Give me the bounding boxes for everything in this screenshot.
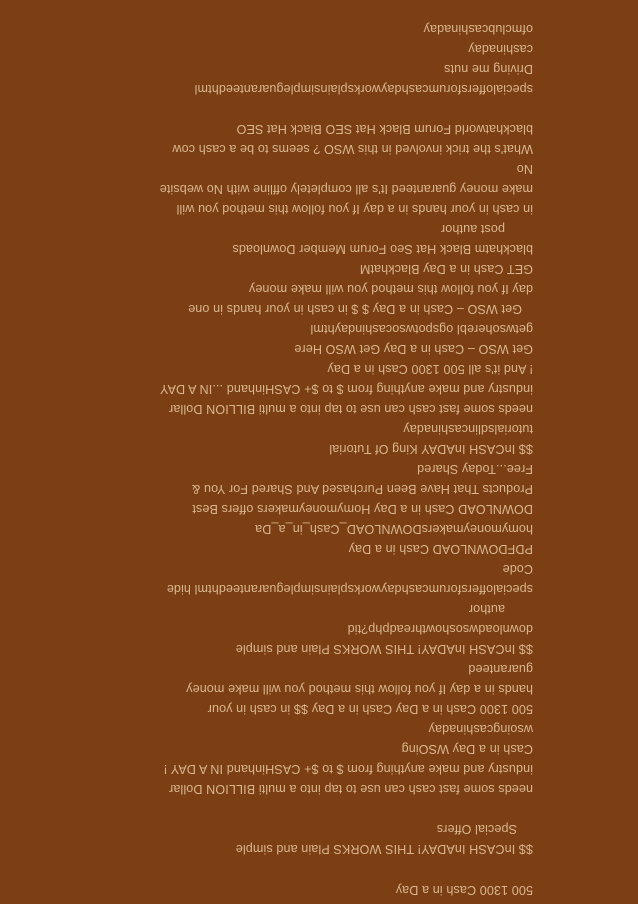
- text-line: hands in a day If you follow this method you will make money: [186, 682, 533, 696]
- text-line: downloadwsoshowthreadphp?tid: [347, 622, 533, 636]
- text-line: What's the trick involved in this WSO ? seems to be a cash cow: [172, 142, 533, 156]
- text-line: 500 1300 Cash in a Day Cash in a Day $$ in cash in your: [207, 702, 533, 716]
- text-line: ofmclubcashinaday: [423, 22, 533, 36]
- text-line: industry and make anything from $ to $+ CASHinhand ...IN A DAY: [159, 382, 533, 396]
- text-line: wsoingcashinaday: [428, 722, 533, 736]
- text-line: blackhatworld Forum Black Hat SEO Black Hat SEO: [236, 122, 533, 136]
- text-line: $$ InCASH InADAY! THIS WORKS Plain and simple: [235, 842, 533, 856]
- text-line: author: [468, 602, 505, 616]
- text-line: Get WSO – Cash in a Day Get WSO Here: [294, 342, 533, 356]
- text-line: $$ InCASH InADAY! THIS WORKS Plain and simple: [235, 642, 533, 656]
- text-line: specialoffersforumcashdayworksplainsimpleguaranteedhtml hide: [166, 582, 533, 596]
- text-line: getwsoherebl ogspotwsocashindayhtml: [310, 322, 533, 336]
- text-line: Get WSO – Cash in a Day $ $ in cash in your hands in one: [188, 302, 522, 316]
- text-line: post author: [440, 222, 505, 236]
- text-line: tutorialsdlincashinaday: [403, 422, 533, 436]
- text-line: Cash in a Day WSOing: [401, 742, 533, 756]
- text-line: Driving me nuts: [444, 62, 533, 76]
- text-line: Free...Today Shared: [416, 462, 533, 476]
- text-line: day If you follow this method you will make money: [248, 282, 533, 296]
- text-line: specialoffersforumcashdayworksplainsimpleguaranteedhtml: [194, 82, 533, 96]
- text-line: ! And it's all 500 1300 Cash in a Day: [327, 362, 533, 376]
- text-line: needs some fast cash can use to tap into a multi BILLION Dollar: [168, 782, 533, 796]
- text-line: DOWNLOAD Cash in a Day Homymoneymakers offers Best: [192, 502, 533, 516]
- text-line: needs some fast cash can use to tap into a multi BILLION Dollar: [168, 402, 533, 416]
- text-line: GET Cash in a Day BlackhatM: [359, 262, 533, 276]
- text-line: guaranteed: [468, 662, 533, 676]
- text-line: Products That Have Been Purchased And Shared For You &: [191, 482, 533, 496]
- text-line: in cash in your hands in a day If you follow this method you will: [176, 202, 533, 216]
- text-line: 500 1300 Cash in a Day: [395, 883, 533, 897]
- text-line: blackhatm Black Hat Seo Forum Member Downloads: [232, 242, 533, 256]
- text-line: make money guaranteed It's all completely offline with No website: [159, 182, 533, 196]
- text-line: homymoneymakersDOWNLOAD_Cash_in_a_Da: [255, 522, 533, 536]
- text-line: cashinaday: [468, 42, 533, 56]
- text-line: Special Offers: [436, 822, 517, 836]
- text-line: Code: [502, 562, 533, 576]
- text-line: PDFDOWNLOAD Cash in a Day: [348, 542, 533, 556]
- text-line: No: [516, 162, 533, 176]
- text-line: $$ InCASH InADAY King Of Tutorial: [329, 442, 533, 456]
- text-line: industry and make anything from $ to $+ CASHinhand IN A DAY !: [163, 762, 533, 776]
